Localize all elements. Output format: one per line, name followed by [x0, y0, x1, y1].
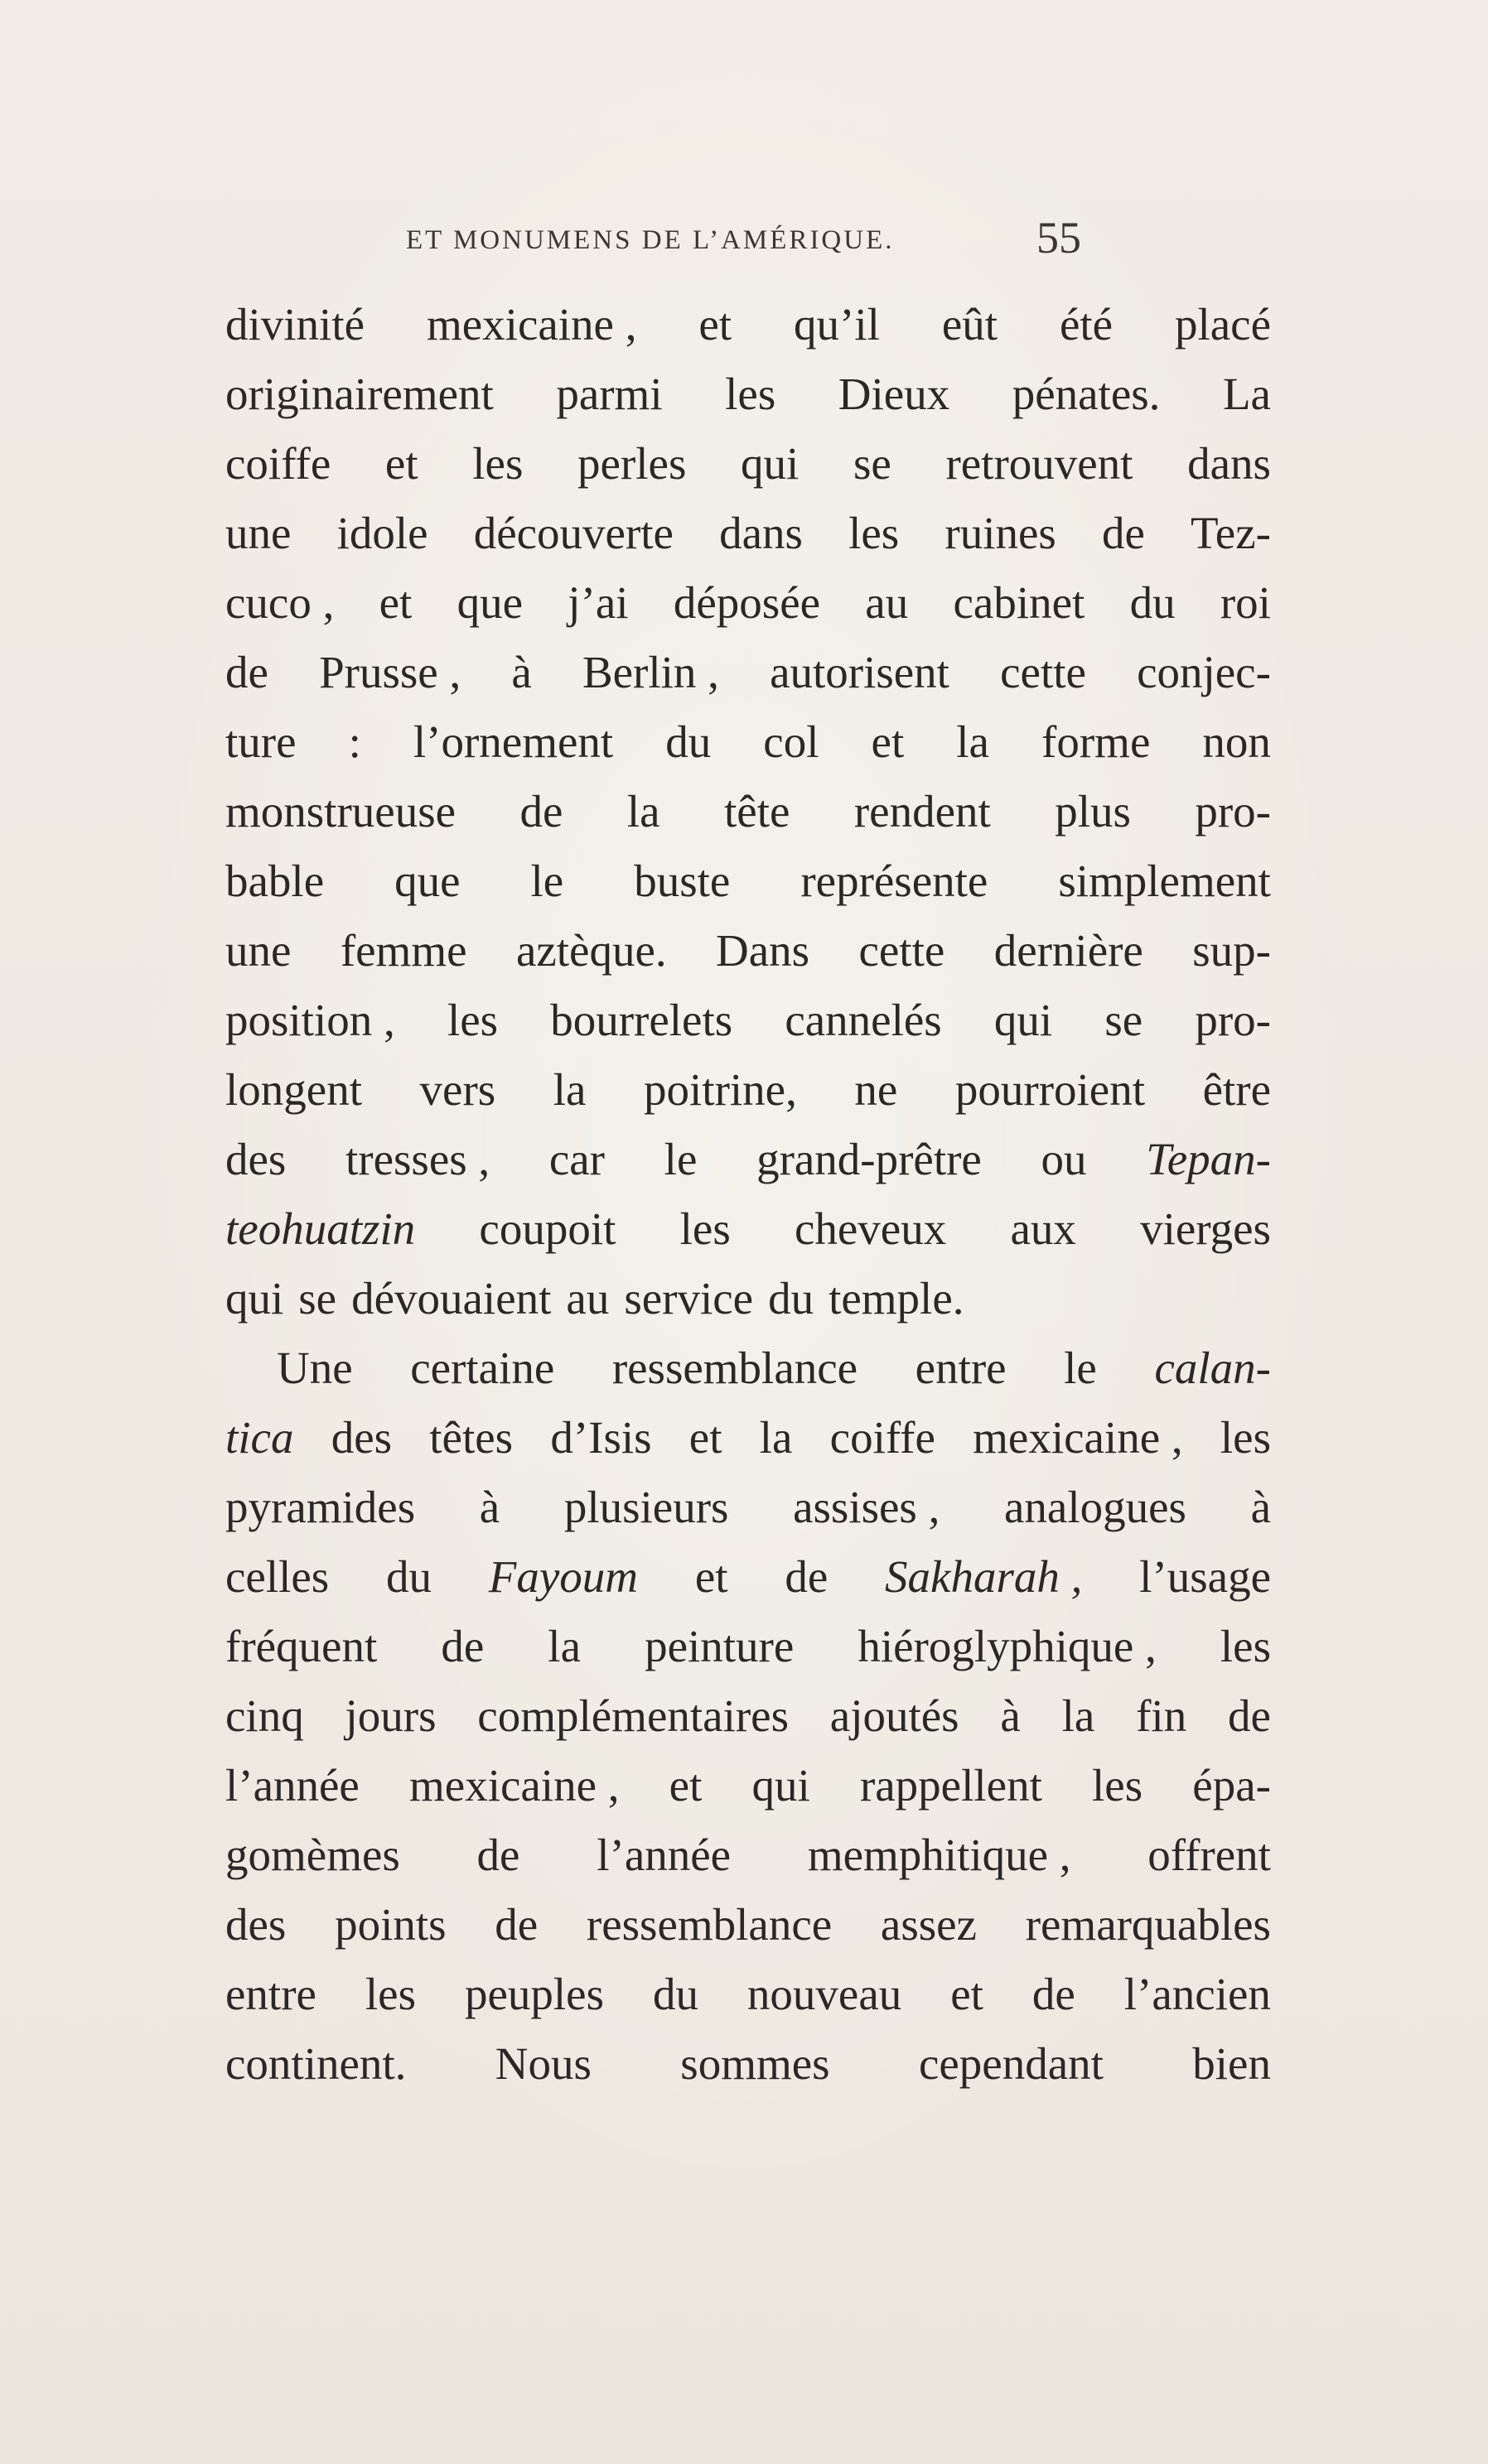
word: une [225, 925, 292, 976]
word: bourrelets [550, 995, 733, 1045]
word: et [669, 1760, 703, 1811]
word: bien [1192, 2038, 1271, 2089]
word: conjec- [1137, 647, 1271, 697]
word: assez [880, 1899, 977, 1950]
word: dans [1187, 438, 1271, 489]
text-line [225, 1194, 1271, 1264]
word: ruines [944, 508, 1056, 558]
word: eût [941, 299, 998, 350]
word: mexicaine , [973, 1412, 1183, 1463]
word: vierges [1140, 1203, 1271, 1254]
word: service [624, 1273, 754, 1324]
word: la [1061, 1690, 1095, 1741]
word: pro- [1195, 786, 1271, 837]
word: au [865, 577, 909, 628]
text-line [225, 429, 1271, 499]
word: mexicaine , [426, 299, 637, 350]
text-line [225, 359, 1271, 429]
word: qu’il [794, 299, 880, 350]
word: sup- [1192, 925, 1271, 976]
word: femme [340, 925, 467, 976]
word: nouveau [746, 1969, 902, 2019]
word: assises , [793, 1482, 940, 1532]
word: des [331, 1412, 393, 1463]
word: buste [634, 856, 731, 906]
word: la [956, 716, 989, 767]
word: du [1129, 577, 1176, 628]
word: placé [1174, 299, 1271, 350]
word: aztèque. [515, 925, 667, 976]
word: se [1104, 995, 1143, 1045]
word: position , [225, 995, 395, 1045]
text-line [225, 1820, 1271, 1890]
word: les [1220, 1412, 1271, 1463]
word: du [768, 1273, 814, 1324]
word: memphitique , [807, 1830, 1071, 1880]
word: de [519, 786, 563, 837]
word: Une [277, 1343, 353, 1393]
word: Dieux [838, 369, 950, 419]
text-line [225, 1473, 1271, 1542]
word: et [698, 299, 732, 350]
word: peinture [645, 1621, 795, 1671]
word: tica [225, 1412, 294, 1463]
word: longent [225, 1064, 362, 1115]
word: se [298, 1273, 337, 1324]
word: ressemblance [586, 1899, 833, 1950]
word: à [479, 1482, 500, 1532]
text-line [225, 1333, 1271, 1403]
word: pyramides [225, 1482, 416, 1532]
running-title: ET MONUMENS DE L’AMÉRIQUE. [406, 225, 895, 255]
word: Berlin , [582, 647, 719, 697]
word: déposée [673, 577, 821, 628]
word: pénates. [1012, 369, 1161, 419]
word: les [1092, 1760, 1143, 1811]
text-line [225, 1681, 1271, 1751]
word: à [511, 647, 532, 697]
word: autorisent [770, 647, 949, 697]
word: dans [719, 508, 803, 558]
word: été [1059, 299, 1114, 350]
word: les [472, 438, 524, 489]
word: l’usage [1139, 1551, 1271, 1602]
word: que [394, 856, 461, 906]
word: Fayoum [488, 1551, 639, 1602]
word: le [1064, 1343, 1097, 1393]
word: plusieurs [563, 1482, 729, 1532]
word: analogues [1004, 1482, 1186, 1532]
text-line [225, 1055, 1271, 1125]
word: qui [741, 438, 800, 489]
text-line [225, 1751, 1271, 1820]
word: que [457, 577, 524, 628]
text-line [225, 1264, 1271, 1333]
word: les [725, 369, 776, 419]
text-line [225, 1612, 1271, 1681]
text-line [225, 986, 1271, 1055]
word: ressemblance [611, 1343, 858, 1393]
word: le [664, 1134, 698, 1184]
word: et [688, 1412, 722, 1463]
word: ou [1041, 1134, 1087, 1184]
text-line [225, 777, 1271, 846]
word: des [225, 1899, 287, 1950]
word: cannelés [785, 995, 942, 1045]
word: découverte [473, 508, 674, 558]
word: cependant [918, 2038, 1104, 2089]
word: des [225, 1134, 287, 1184]
word: Nous [495, 2038, 592, 2089]
text-line [225, 1125, 1271, 1194]
word: entre [225, 1969, 316, 2019]
text-line [225, 1960, 1271, 2029]
text-line [225, 1890, 1271, 1960]
word: peuples [464, 1969, 604, 2019]
text-line [225, 1403, 1271, 1473]
word: ne [854, 1064, 898, 1115]
word: remarquables [1025, 1899, 1271, 1950]
text-line [225, 568, 1271, 638]
word: les [447, 995, 499, 1045]
word: de [1031, 1969, 1075, 2019]
word: aux [1010, 1203, 1076, 1254]
word: Sakharah , [885, 1551, 1083, 1602]
word: gomèmes [225, 1830, 400, 1880]
word: le [530, 856, 564, 906]
word: coiffe [225, 438, 331, 489]
word: ture [225, 716, 297, 767]
text-line [225, 846, 1271, 916]
word: cabinet [953, 577, 1085, 628]
word: et [379, 577, 413, 628]
word: coupoit [479, 1203, 616, 1254]
word: et [384, 438, 418, 489]
word: cette [1000, 647, 1086, 697]
word: de [441, 1621, 485, 1671]
body-text [225, 290, 1271, 2099]
word: l’ornement [413, 716, 614, 767]
word: la [553, 1064, 587, 1115]
word: divinité [225, 299, 365, 350]
word: cuco , [225, 577, 335, 628]
word: rappellent [859, 1760, 1042, 1811]
word: les [365, 1969, 416, 2019]
word: Dans [716, 925, 810, 976]
word: d’Isis [550, 1412, 652, 1463]
word: calan- [1154, 1343, 1271, 1393]
word: de [785, 1551, 829, 1602]
word: à [1000, 1690, 1021, 1741]
word: originairement [225, 369, 494, 419]
word: de [225, 647, 268, 697]
word: cheveux [794, 1203, 947, 1254]
word: et [950, 1969, 983, 2019]
word: l’année [597, 1830, 732, 1880]
word: de [1228, 1690, 1271, 1741]
word: dévouaient [351, 1273, 552, 1324]
word: temple. [829, 1273, 964, 1324]
word: col [763, 716, 819, 767]
word: fin [1136, 1690, 1187, 1741]
word: et [871, 716, 905, 767]
word: de [1101, 508, 1145, 558]
word: continent. [225, 2038, 407, 2089]
word: tresses , [345, 1134, 490, 1184]
word: monstrueuse [225, 786, 457, 837]
text-line [225, 499, 1271, 568]
word: celles [225, 1551, 330, 1602]
word: les [1220, 1621, 1271, 1671]
word: et [694, 1551, 728, 1602]
word: pourroient [954, 1064, 1145, 1115]
word: du [386, 1551, 432, 1602]
word: sommes [680, 2038, 830, 2089]
word: qui [751, 1760, 810, 1811]
word: tête [724, 786, 790, 837]
word: de [476, 1830, 520, 1880]
word: rendent [853, 786, 991, 837]
word: La [1222, 369, 1271, 419]
word: du [652, 1969, 698, 2019]
word: la [759, 1412, 793, 1463]
word: idole [336, 508, 428, 558]
word: perles [577, 438, 687, 489]
word: qui [993, 995, 1053, 1045]
word: : [348, 716, 361, 767]
text-line [225, 2029, 1271, 2099]
word: dernière [993, 925, 1143, 976]
word: Tez- [1191, 508, 1271, 558]
word: une [225, 508, 292, 558]
word: car [548, 1134, 605, 1184]
word: jours [345, 1690, 437, 1741]
page-number: 55 [1036, 213, 1081, 263]
word: non [1202, 716, 1271, 767]
word: épa- [1192, 1760, 1271, 1811]
word: mexicaine , [409, 1760, 620, 1811]
word: ajoutés [829, 1690, 959, 1741]
word: coiffe [829, 1412, 935, 1463]
text-line [225, 707, 1271, 777]
word: de [495, 1899, 539, 1950]
word: fréquent [225, 1621, 378, 1671]
word: grand-prêtre [756, 1134, 982, 1184]
word: cinq [225, 1690, 304, 1741]
word: roi [1220, 577, 1271, 628]
word: représente [800, 856, 988, 906]
word: à [1250, 1482, 1271, 1532]
word: Prusse , [319, 647, 461, 697]
word: complémentaires [477, 1690, 789, 1741]
word: entre [915, 1343, 1007, 1393]
word: points [335, 1899, 447, 1950]
word: têtes [429, 1412, 514, 1463]
word: se [853, 438, 891, 489]
word: poitrine, [644, 1064, 797, 1115]
word: qui [225, 1273, 284, 1324]
word: simplement [1058, 856, 1271, 906]
text-line [225, 290, 1271, 359]
word: j’ai [568, 577, 629, 628]
word: bable [225, 856, 325, 906]
word: du [665, 716, 712, 767]
word: teohuatzin [225, 1203, 416, 1254]
word: plus [1055, 786, 1131, 837]
word: offrent [1147, 1830, 1271, 1880]
word: cette [858, 925, 945, 976]
word: Tepan- [1146, 1134, 1271, 1184]
word: les [848, 508, 900, 558]
word: l’année [225, 1760, 360, 1811]
word: la [548, 1621, 581, 1671]
word: hiéroglyphique , [858, 1621, 1157, 1671]
text-line [225, 638, 1271, 707]
word: retrouvent [945, 438, 1133, 489]
word: vers [419, 1064, 496, 1115]
word: la [626, 786, 660, 837]
word: les [679, 1203, 731, 1254]
word: forme [1041, 716, 1151, 767]
word: l’ancien [1123, 1969, 1271, 2019]
word: parmi [556, 369, 663, 419]
running-head [406, 213, 1081, 275]
word: pro- [1195, 995, 1271, 1045]
word: être [1202, 1064, 1271, 1115]
word: certaine [410, 1343, 555, 1393]
text-line [225, 1542, 1271, 1612]
text-line [225, 916, 1271, 986]
word: au [566, 1273, 610, 1324]
